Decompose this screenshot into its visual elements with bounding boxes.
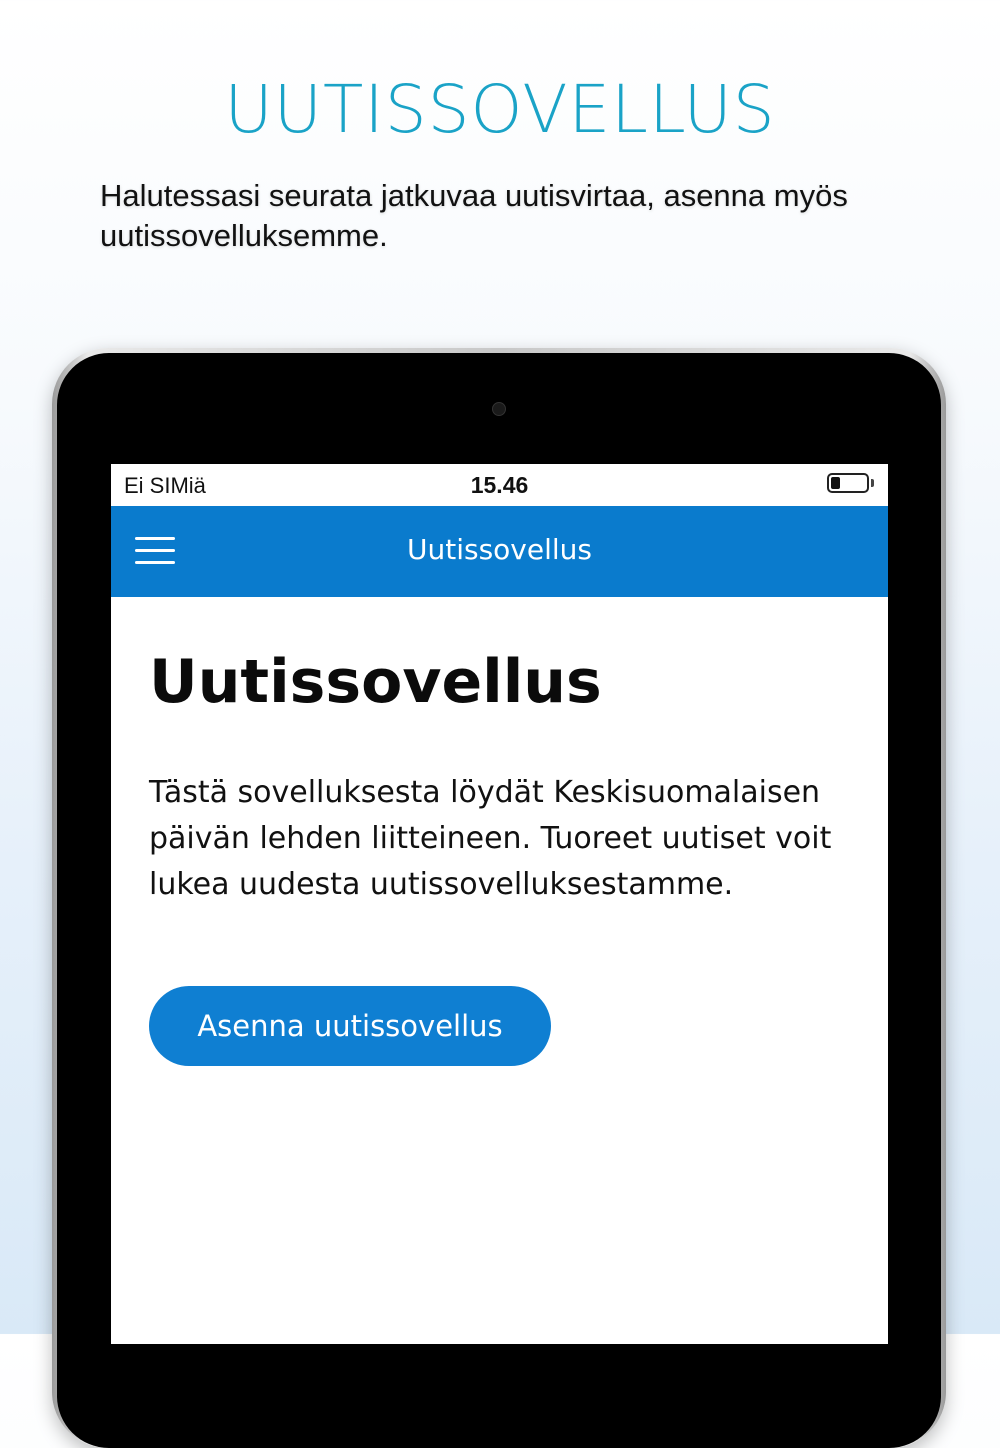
page-heading: Uutissovellus: [149, 647, 602, 717]
promo-title: UUTISSOVELLUS: [224, 71, 776, 148]
carrier-label: Ei SIMiä: [124, 473, 206, 498]
status-bar: [111, 464, 888, 506]
status-time: 15.46: [470, 472, 529, 498]
battery-cap: [871, 479, 874, 487]
promo-description: Halutessasi seurata jatkuvaa uutisvirtaa, asenna myös uutissovelluksemme.: [100, 178, 848, 253]
battery-icon: [827, 473, 869, 493]
header-title: Uutissovellus: [407, 533, 592, 566]
app-header: [111, 506, 888, 597]
install-app-button[interactable]: Asenna uutissovellus: [149, 986, 551, 1066]
page-body-text: Tästä sovelluksesta löydät Keskisuomalaisen päivän lehden liitteineen. Tuoreet uutiset voit lukea uudesta uutissovelluksestamme.: [149, 775, 832, 902]
tablet-screen: [111, 464, 888, 1344]
battery-level: [831, 477, 840, 489]
front-camera: [492, 402, 506, 416]
